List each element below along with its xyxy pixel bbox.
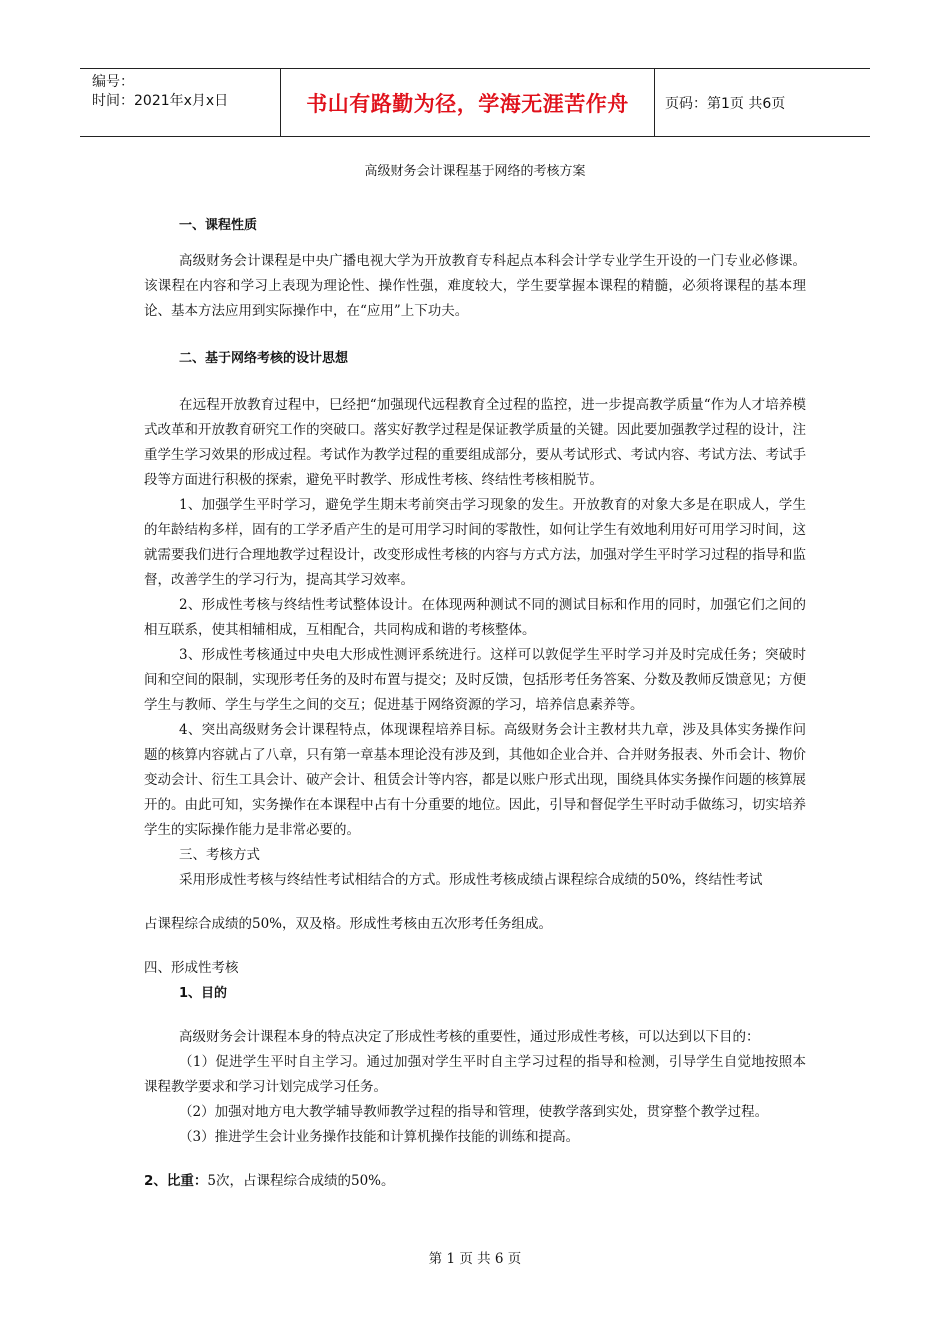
paragraph: 采用形成性考核与终结性考试相结合的方式。形成性考核成绩占课程综合成绩的50%，终结性考试 <box>179 872 763 888</box>
paragraph: 1、加强学生平时学习，避免学生期末考前突击学习现象的发生。开放教育的对象大多是在职成人，学生的年龄结构多样，固有的工学矛盾产生的是可用学习时间的零散性，如何让学生有效地利用好可用学习时间，这就需要我们进行合理地教学过程设计，改变形成性考核的内容与方式方法，加强对学生平时学习过程的指导和监督，改善学生的学习行为，提高其学习效率。 <box>144 497 806 588</box>
paragraph: 在远程开放教育过程中，巳经把“加强现代远程教育全过程的监控，进一步提高教学质量“作为人才培养模式改革和开放教育研究工作的突破口。落实好教学过程是保证教学质量的关键。因此要加强教学过程的设计，注重学生学习效果的形成过程。考试作为教学过程的重要组成部分，要从考试形式、考试内容、考试方法、考试手段等方面进行积极的探索，避免平时教学、形成性考核、终结性考核相脱节。 <box>144 397 806 488</box>
time-label: 时间：2021年x月x日 <box>92 93 229 109</box>
header-motto: 书山有路勤为径，学海无涯苦作舟 <box>280 69 655 136</box>
document-header <box>80 68 870 137</box>
paragraph: 4、突出高级财务会计课程特点，体现课程培养目标。高级财务会计主教材共九章，涉及具体实务操作问题的核算内容就占了八章，只有第一章基本理论没有涉及到，其他如企业合并、合并财务报表、外币会计、物价变动会计、衍生工具会计、破产会计、租赁会计等内容，都是以账户形式出现，围绕具体实务操作问题的核算展开的。由此可知，实务操作在本课程中占有十分重要的地位。因此，引导和督促学生平时动手做练习，切实培养学生的实际操作能力是非常必要的。 <box>144 722 806 838</box>
section-3-heading: 三、考核方式 <box>179 847 260 863</box>
document-body <box>144 213 806 1194</box>
paragraph: 高级财务会计课程是中央广播电视大学为开放教育专科起点本科会计学专业学生开设的一门专业必修课。该课程在内容和学习上表现为理论性、操作性强，难度较大，学生要掌握本课程的精髓，必须将课程的基本理论、基本方法应用到实际操作中，在“应用”上下功夫。 <box>144 253 806 319</box>
weight-text: 5次，占课程综合成绩的50%。 <box>207 1173 395 1189</box>
section-4-heading: 四、形成性考核 <box>144 960 239 976</box>
paragraph: 3、形成性考核通过中央电大形成性测评系统进行。这样可以敦促学生平时学习并及时完成任务；突破时间和空间的限制，实现形考任务的及时布置与提交；及时反馈，包括形考任务答案、分数及教师反馈意见；方便学生与教师、学生与学生之间的交互；促进基于网络资源的学习，培养信息素养等。 <box>144 647 806 713</box>
paragraph: （3）推进学生会计业务操作技能和计算机操作技能的训练和提高。 <box>179 1129 580 1145</box>
section-4-subheading: 1、目的 <box>179 986 228 1001</box>
header-meta <box>80 69 280 136</box>
section-2-heading: 二、基于网络考核的设计思想 <box>179 351 349 366</box>
number-label: 编号： <box>92 74 134 90</box>
paragraph: （1）促进学生平时自主学习。通过加强对学生平时自主学习过程的指导和检测，引导学生自觉地按照本课程教学要求和学习计划完成学习任务。 <box>144 1054 806 1095</box>
paragraph: 2、形成性考核与终结性考试整体设计。在体现两种测试不同的测试目标和作用的同时，加强它们之间的相互联系，使其相辅相成，互相配合，共同构成和谐的考核整体。 <box>144 597 806 638</box>
section-1-heading: 一、课程性质 <box>179 218 258 233</box>
weight-line <box>144 1169 806 1194</box>
document-title: 高级财务会计课程基于网络的考核方案 <box>364 164 586 179</box>
paragraph: （2）加强对地方电大教学辅导教师教学过程的指导和管理，使教学落到实处，贯穿整个教学过程。 <box>179 1104 769 1120</box>
paragraph: 占课程综合成绩的50%，双及格。形成性考核由五次形考任务组成。 <box>144 916 553 932</box>
paragraph: 高级财务会计课程本身的特点决定了形成性考核的重要性，通过形成性考核，可以达到以下目的： <box>179 1029 760 1045</box>
weight-label: 2、比重： <box>144 1173 208 1189</box>
header-page-info: 页码：第1页 共6页 <box>665 95 786 112</box>
page-footer: 第 1 页 共 6 页 <box>428 1251 522 1267</box>
